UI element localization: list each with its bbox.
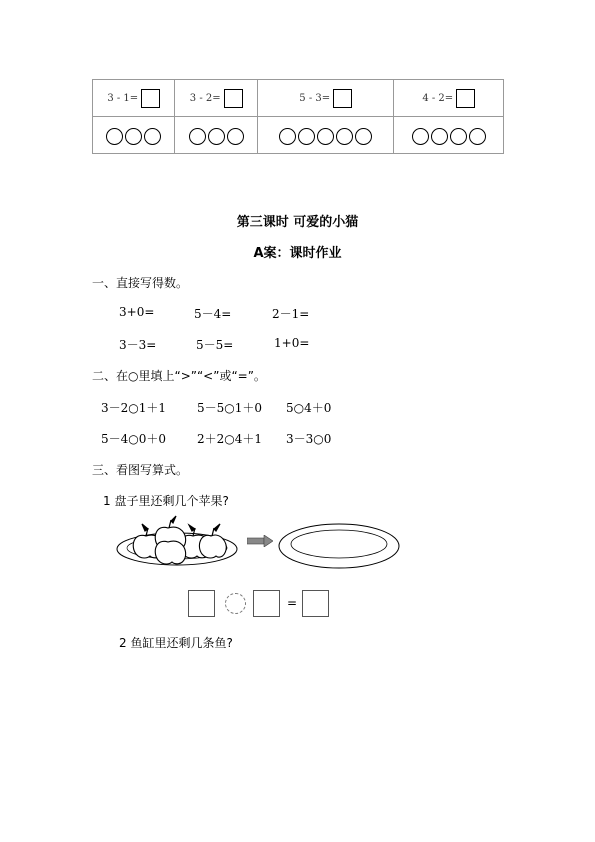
compare-item: 3－2○1＋1	[101, 401, 167, 415]
equals-sign: =	[287, 596, 298, 610]
arith-item: 3－3=	[119, 338, 157, 352]
compare-item: 3－3○0	[286, 432, 332, 446]
answer-box[interactable]	[456, 89, 475, 108]
section1-heading: 一、直接写得数。	[92, 276, 189, 290]
circle-cell	[175, 117, 257, 154]
circle-row	[93, 117, 504, 154]
counting-circle	[279, 128, 296, 145]
section3-heading: 三、看图写算式。	[92, 463, 189, 477]
arith-item: 2－1=	[272, 307, 310, 321]
compare-item: 5－4○0＋0	[101, 432, 167, 446]
arith-item: 5－5=	[196, 338, 234, 352]
arith-item: 1+0=	[274, 336, 310, 350]
counting-circle	[106, 128, 123, 145]
equation-text: 5 - 3=	[299, 93, 331, 104]
question-1: 1 盘子里还剩几个苹果?	[103, 494, 229, 508]
arith-item: 5－4=	[194, 307, 232, 321]
answer-box[interactable]	[302, 590, 329, 617]
counting-circle	[450, 128, 467, 145]
equation-text: 3 - 1=	[107, 93, 139, 104]
answer-box[interactable]	[224, 89, 243, 108]
counting-circle	[336, 128, 353, 145]
empty-plate-illustration	[277, 522, 401, 570]
answer-box[interactable]	[333, 89, 352, 108]
circle-cell	[93, 117, 175, 154]
table-cell	[175, 80, 257, 117]
equation-text: 4 - 2=	[422, 93, 454, 104]
counting-circle	[431, 128, 448, 145]
section2-heading: 二、在○里填上“>”“<”或“=”。	[92, 369, 266, 383]
subtitle: A案：课时作业	[253, 246, 342, 261]
table-cell	[394, 80, 504, 117]
lesson-title: 第三课时 可爱的小猫	[236, 215, 359, 230]
equation-row	[93, 80, 504, 117]
counting-circle	[298, 128, 315, 145]
counting-circle	[125, 128, 142, 145]
answer-box[interactable]	[188, 590, 215, 617]
counting-circle	[469, 128, 486, 145]
operator-circle[interactable]	[225, 593, 246, 614]
arrow-right-icon	[247, 535, 273, 547]
compare-item: 2＋2○4＋1	[197, 432, 263, 446]
top-exercise-table	[92, 79, 504, 154]
apples-plate-illustration	[116, 514, 242, 570]
circle-cell	[394, 117, 504, 154]
counting-circle	[317, 128, 334, 145]
answer-box[interactable]	[253, 590, 280, 617]
counting-circle	[208, 128, 225, 145]
counting-circle	[412, 128, 429, 145]
question-2: 2 鱼缸里还剩几条鱼?	[119, 636, 233, 650]
counting-circle	[355, 128, 372, 145]
counting-circle	[189, 128, 206, 145]
counting-circle	[227, 128, 244, 145]
arith-item: 3+0=	[119, 305, 155, 319]
table-cell	[93, 80, 175, 117]
table-cell	[257, 80, 394, 117]
counting-circle	[144, 128, 161, 145]
circle-cell	[257, 117, 394, 154]
equation-text: 3 - 2=	[189, 93, 221, 104]
compare-item: 5－5○1＋0	[197, 401, 263, 415]
compare-item: 5○4＋0	[286, 401, 332, 415]
answer-box[interactable]	[141, 89, 160, 108]
